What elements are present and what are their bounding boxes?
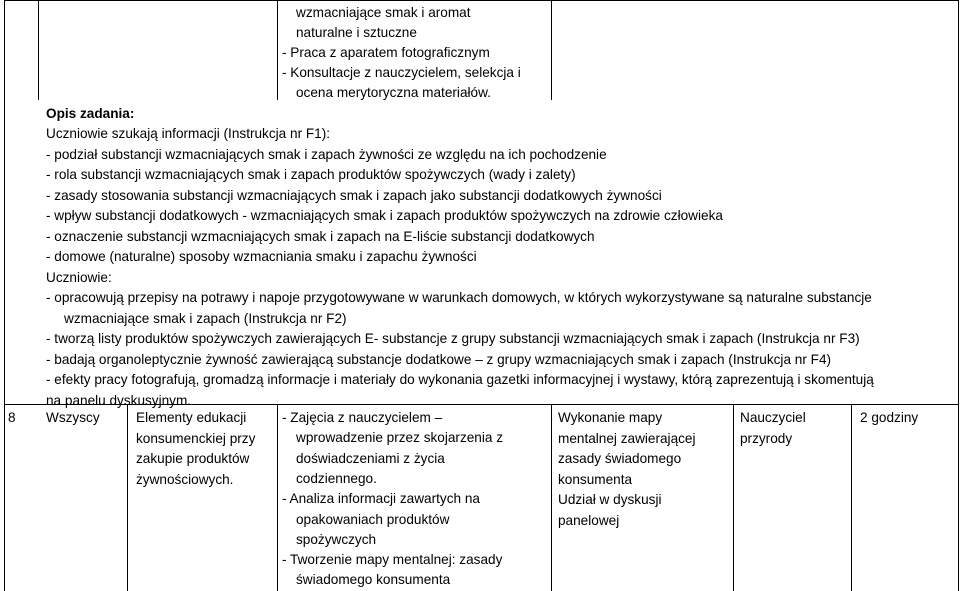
row8-col-divider-5 xyxy=(851,404,852,591)
search-item: - zasady stosowania substancji wzmacniających smak i zapach jako substancji dodatkowych żywności xyxy=(46,188,662,203)
student-item-continuation: na panelu dyskusyjnym. xyxy=(46,393,192,408)
activity-line: codziennego. xyxy=(296,471,377,486)
search-item: - oznaczenie substancji wzmacniających smak i zapach na E-liście substancji dodatkowych xyxy=(46,229,595,244)
top-row-divider-left xyxy=(38,0,39,100)
student-item: - opracowują przepisy na potrawy i napoje przygotowywane w warunkach domowych, w których wykorzystywane są naturalne substancje xyxy=(46,290,872,305)
result-line: zasady świadomego xyxy=(558,451,682,466)
topic-line: konsumenckiej przy xyxy=(136,430,256,446)
student-item: - badają organoleptycznie żywność zawierającą substancje dodatkowe – z grupy wzmacniających smak i zapach (Instrukcja nr F4) xyxy=(46,352,832,367)
top-cell-line: ocena merytoryczna materiałów. xyxy=(296,85,491,100)
topic-line: zakupie produktów xyxy=(136,451,250,466)
result-line: panelowej xyxy=(558,512,620,528)
table-border-right xyxy=(958,0,959,591)
search-item: - podział substancji wzmacniających smak i zapach żywności ze względu na ich pochodzenie xyxy=(46,147,607,162)
topic-line: żywnościowych. xyxy=(136,471,234,487)
search-item: - domowe (naturalne) sposoby wzmacniania smaku i zapachu żywności xyxy=(46,249,477,264)
teacher-line: przyrody xyxy=(740,430,793,446)
result-line: mentalnej zawierającej xyxy=(558,430,696,446)
table-border-left xyxy=(4,0,5,591)
row8-number: 8 xyxy=(8,410,16,425)
row8-who: Wszyscy xyxy=(46,410,100,425)
row8-topic xyxy=(136,408,255,490)
table-border-top xyxy=(4,0,959,1)
student-item: - tworzą listy produktów spożywczych zawierających E- substancje z grupy substancji wzmacniających smak i zapach (Instrukcja nr F3) xyxy=(46,331,860,346)
top-cell-line: - Praca z aparatem fotograficznym xyxy=(282,45,490,60)
top-row-divider-right xyxy=(551,0,552,100)
result-line: Udział w dyskusji xyxy=(558,492,662,507)
search-item: - wpływ substancji dodatkowych - wzmacniających smak i zapach produktów spożywczych na zdrowie człowieka xyxy=(46,208,723,223)
result-line: konsumenta xyxy=(558,471,633,487)
top-cell-line: wzmacniające smak i aromat xyxy=(296,5,471,20)
activity-line: - Tworzenie mapy mentalnej: zasady xyxy=(282,552,503,567)
result-line: Wykonanie mapy xyxy=(558,410,663,425)
row8-col-divider-4 xyxy=(733,404,734,591)
activity-line: wprowadzenie przez skojarzenia z xyxy=(296,430,504,445)
description-heading: Opis zadania: xyxy=(46,106,135,121)
activity-line: opakowaniach produktów xyxy=(296,512,450,527)
top-cell-line: naturalne i sztuczne xyxy=(296,25,417,40)
top-row-divider-mid xyxy=(277,0,278,100)
activity-line: - Analiza informacji zawartych na xyxy=(282,491,480,506)
search-item: - rola substancji wzmacniających smak i zapach produktów spożywczych (wady i zalety) xyxy=(46,167,576,182)
topic-line: Elementy edukacji xyxy=(136,410,247,425)
students-label: Uczniowie: xyxy=(46,270,112,285)
row8-col-divider-1 xyxy=(127,404,128,591)
row8-teacher xyxy=(740,408,806,449)
student-item: - efekty pracy fotografują, gromadzą informacje i materiały do wykonania gazetki informacyjnej i wystawy, którą zaprezentują i skomentują xyxy=(46,372,874,387)
top-cell-line: - Konsultacje z nauczycielem, selekcja i xyxy=(282,65,521,80)
student-item-continuation: wzmacniające smak i zapach (Instrukcja nr F2) xyxy=(64,311,347,326)
description-intro: Uczniowie szukają informacji (Instrukcja nr F1): xyxy=(46,126,331,141)
activity-line: - Zajęcia z nauczycielem – xyxy=(282,410,443,425)
activity-line: doświadczeniami z życia xyxy=(296,451,445,466)
activity-line: spożywczych xyxy=(296,532,377,547)
teacher-line: Nauczyciel xyxy=(740,410,806,425)
row8-col-divider-2 xyxy=(277,404,278,591)
row8-col-divider-3 xyxy=(551,404,552,591)
row8-time: 2 godziny xyxy=(860,410,919,425)
row8-results xyxy=(558,408,696,531)
activity-line: świadomego konsumenta xyxy=(296,572,451,587)
